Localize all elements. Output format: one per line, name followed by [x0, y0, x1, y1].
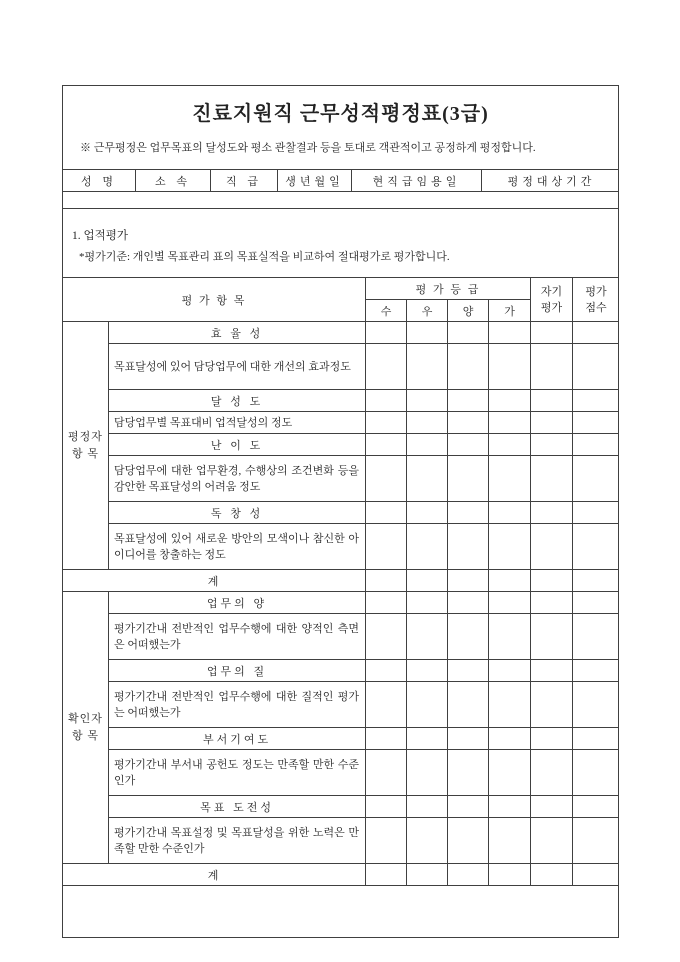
self-eval-cell	[531, 412, 573, 434]
grade-cell	[366, 660, 407, 682]
grade-cell	[407, 502, 448, 524]
grade-cell	[448, 322, 489, 344]
score-cell	[573, 434, 619, 456]
item-name: 업무의 질	[109, 660, 366, 682]
item-desc: 목표달성에 있어 담당업무에 대한 개선의 효과정도	[109, 344, 366, 390]
score-header-line1: 평가	[585, 285, 607, 298]
grade-cell	[448, 682, 489, 728]
self-eval-cell	[531, 750, 573, 796]
info-header-rating-period: 평정대상기간	[482, 170, 620, 192]
score-cell	[573, 614, 619, 660]
info-table	[62, 169, 619, 209]
self-eval-cell	[531, 570, 573, 592]
grade-cell	[489, 864, 531, 886]
score-cell	[573, 728, 619, 750]
self-eval-cell	[531, 390, 573, 412]
grade-cell	[407, 592, 448, 614]
grade-cell	[489, 322, 531, 344]
grade-cell	[407, 570, 448, 592]
self-eval-cell	[531, 614, 573, 660]
grade-cell	[407, 390, 448, 412]
grade-cell	[448, 614, 489, 660]
grade-header-yang: 양	[448, 300, 489, 322]
grade-cell	[366, 796, 407, 818]
self-eval-cell	[531, 322, 573, 344]
self-eval-cell	[531, 434, 573, 456]
item-desc: 담당업무별 목표대비 업적달성의 정도	[109, 412, 366, 434]
item-name: 부서기여도	[109, 728, 366, 750]
grade-cell	[489, 614, 531, 660]
grade-cell	[366, 570, 407, 592]
grade-cell	[366, 322, 407, 344]
grade-cell	[366, 750, 407, 796]
confirmer-group-label-line2: 항 목	[71, 729, 99, 742]
grade-cell	[407, 434, 448, 456]
item-desc: 평가기간내 전반적인 업무수행에 대한 양적인 측면은 어떠했는가	[109, 614, 366, 660]
grade-cell	[407, 614, 448, 660]
score-cell	[573, 570, 619, 592]
grade-cell	[489, 682, 531, 728]
self-eval-header-line2: 평가	[540, 301, 563, 314]
score-cell	[573, 456, 619, 502]
score-cell	[573, 502, 619, 524]
self-eval-cell	[531, 818, 573, 864]
score-cell	[573, 412, 619, 434]
section-heading: 1. 업적평가	[72, 230, 128, 242]
info-header-department: 소 속	[136, 170, 211, 192]
self-eval-cell	[531, 728, 573, 750]
grade-cell	[366, 502, 407, 524]
section-criteria: *평가기준: 개인별 목표관리 표의 목표실적을 비교하여 절대평가로 평가합니다.	[79, 251, 450, 263]
grade-cell	[448, 412, 489, 434]
grade-cell	[407, 796, 448, 818]
score-cell	[573, 660, 619, 682]
grade-cell	[366, 434, 407, 456]
confirmer-total-row-label: 계	[63, 864, 366, 886]
score-cell	[573, 818, 619, 864]
item-desc: 목표달성에 있어 새로운 방안의 모색이나 참신한 아이디어를 창출하는 정도	[109, 524, 366, 570]
grade-cell	[407, 344, 448, 390]
grade-cell	[448, 796, 489, 818]
grade-cell	[489, 660, 531, 682]
grade-cell	[366, 818, 407, 864]
score-cell	[573, 592, 619, 614]
document-border-box	[62, 85, 619, 938]
grade-cell	[489, 796, 531, 818]
info-header-name: 성 명	[63, 170, 136, 192]
grade-cell	[448, 660, 489, 682]
grade-cell	[407, 818, 448, 864]
grade-cell	[407, 524, 448, 570]
info-value-row	[63, 192, 620, 209]
self-eval-cell	[531, 864, 573, 886]
rater-group-label-line2: 항 목	[71, 447, 99, 460]
grade-cell	[489, 456, 531, 502]
grade-cell	[448, 750, 489, 796]
rater-group-label-line1: 평정자	[68, 430, 103, 443]
rater-total-row-label: 계	[63, 570, 366, 592]
grade-cell	[448, 592, 489, 614]
self-eval-cell	[531, 682, 573, 728]
grade-cell	[366, 614, 407, 660]
self-eval-cell	[531, 660, 573, 682]
grade-header-su: 수	[366, 300, 407, 322]
grade-cell	[366, 864, 407, 886]
grade-cell	[407, 750, 448, 796]
confirmer-group-label	[63, 592, 109, 864]
self-eval-header	[531, 278, 573, 322]
info-header-birthdate: 생년월일	[278, 170, 352, 192]
info-header-position: 직 급	[211, 170, 278, 192]
grade-cell	[448, 434, 489, 456]
score-header-line2: 점수	[585, 301, 607, 314]
score-cell	[573, 390, 619, 412]
grade-cell	[448, 502, 489, 524]
item-name: 목표 도전성	[109, 796, 366, 818]
self-eval-cell	[531, 524, 573, 570]
grade-cell	[407, 728, 448, 750]
score-cell	[573, 682, 619, 728]
grade-cell	[366, 728, 407, 750]
grade-cell	[366, 412, 407, 434]
item-desc: 평가기간내 전반적인 업무수행에 대한 질적인 평가는 어떠했는가	[109, 682, 366, 728]
item-name: 업무의 양	[109, 592, 366, 614]
grade-header-u: 우	[407, 300, 448, 322]
self-eval-header-line1: 자기	[540, 285, 563, 298]
grade-cell	[448, 344, 489, 390]
rater-group-label	[63, 322, 109, 570]
grade-cell	[366, 344, 407, 390]
document-title: 진료지원직 근무성적평정표(3급)	[192, 103, 489, 125]
grade-cell	[448, 818, 489, 864]
grade-cell	[407, 660, 448, 682]
item-name: 효 율 성	[109, 322, 366, 344]
grade-cell	[489, 818, 531, 864]
score-cell	[573, 524, 619, 570]
grade-cell	[448, 456, 489, 502]
score-cell	[573, 750, 619, 796]
grade-cell	[448, 570, 489, 592]
grade-cell	[407, 864, 448, 886]
grade-group-header: 평 가 등 급	[366, 278, 531, 300]
grade-cell	[489, 390, 531, 412]
grade-cell	[366, 592, 407, 614]
item-name: 달 성 도	[109, 390, 366, 412]
grade-cell	[366, 524, 407, 570]
score-cell	[573, 796, 619, 818]
grade-cell	[407, 682, 448, 728]
info-header-appointment-date: 현직급임용일	[352, 170, 482, 192]
grade-cell	[489, 592, 531, 614]
grade-cell	[489, 524, 531, 570]
item-desc: 담당업무에 대한 업무환경, 수행상의 조건변화 등을 감안한 목표달성의 어려움 정도	[109, 456, 366, 502]
score-cell	[573, 344, 619, 390]
eval-table	[62, 277, 619, 886]
grade-cell	[489, 412, 531, 434]
grade-header-ga: 가	[489, 300, 531, 322]
grade-cell	[407, 412, 448, 434]
grade-cell	[407, 456, 448, 502]
grade-cell	[366, 456, 407, 502]
score-header	[573, 278, 619, 322]
grade-cell	[407, 322, 448, 344]
item-desc: 평가기간내 부서내 공헌도 정도는 만족할 만한 수준인가	[109, 750, 366, 796]
grade-cell	[489, 434, 531, 456]
self-eval-cell	[531, 344, 573, 390]
item-name: 독 창 성	[109, 502, 366, 524]
grade-cell	[489, 750, 531, 796]
self-eval-cell	[531, 796, 573, 818]
grade-cell	[366, 390, 407, 412]
confirmer-group-label-line1: 확인자	[68, 712, 103, 725]
grade-cell	[489, 502, 531, 524]
grade-cell	[489, 344, 531, 390]
grade-cell	[448, 864, 489, 886]
score-cell	[573, 864, 619, 886]
grade-cell	[366, 682, 407, 728]
item-name: 난 이 도	[109, 434, 366, 456]
eval-items-header: 평 가 항 목	[63, 278, 366, 322]
grade-cell	[448, 390, 489, 412]
self-eval-cell	[531, 592, 573, 614]
grade-cell	[448, 524, 489, 570]
score-cell	[573, 322, 619, 344]
grade-cell	[489, 570, 531, 592]
self-eval-cell	[531, 502, 573, 524]
note-text: ※ 근무평정은 업무목표의 달성도와 평소 관찰결과 등을 토대로 객관적이고 공정하게 평정합니다.	[80, 142, 536, 154]
grade-cell	[448, 728, 489, 750]
self-eval-cell	[531, 456, 573, 502]
grade-cell	[489, 728, 531, 750]
item-desc: 평가기간내 목표설정 및 목표달성을 위한 노력은 만족할 만한 수준인가	[109, 818, 366, 864]
